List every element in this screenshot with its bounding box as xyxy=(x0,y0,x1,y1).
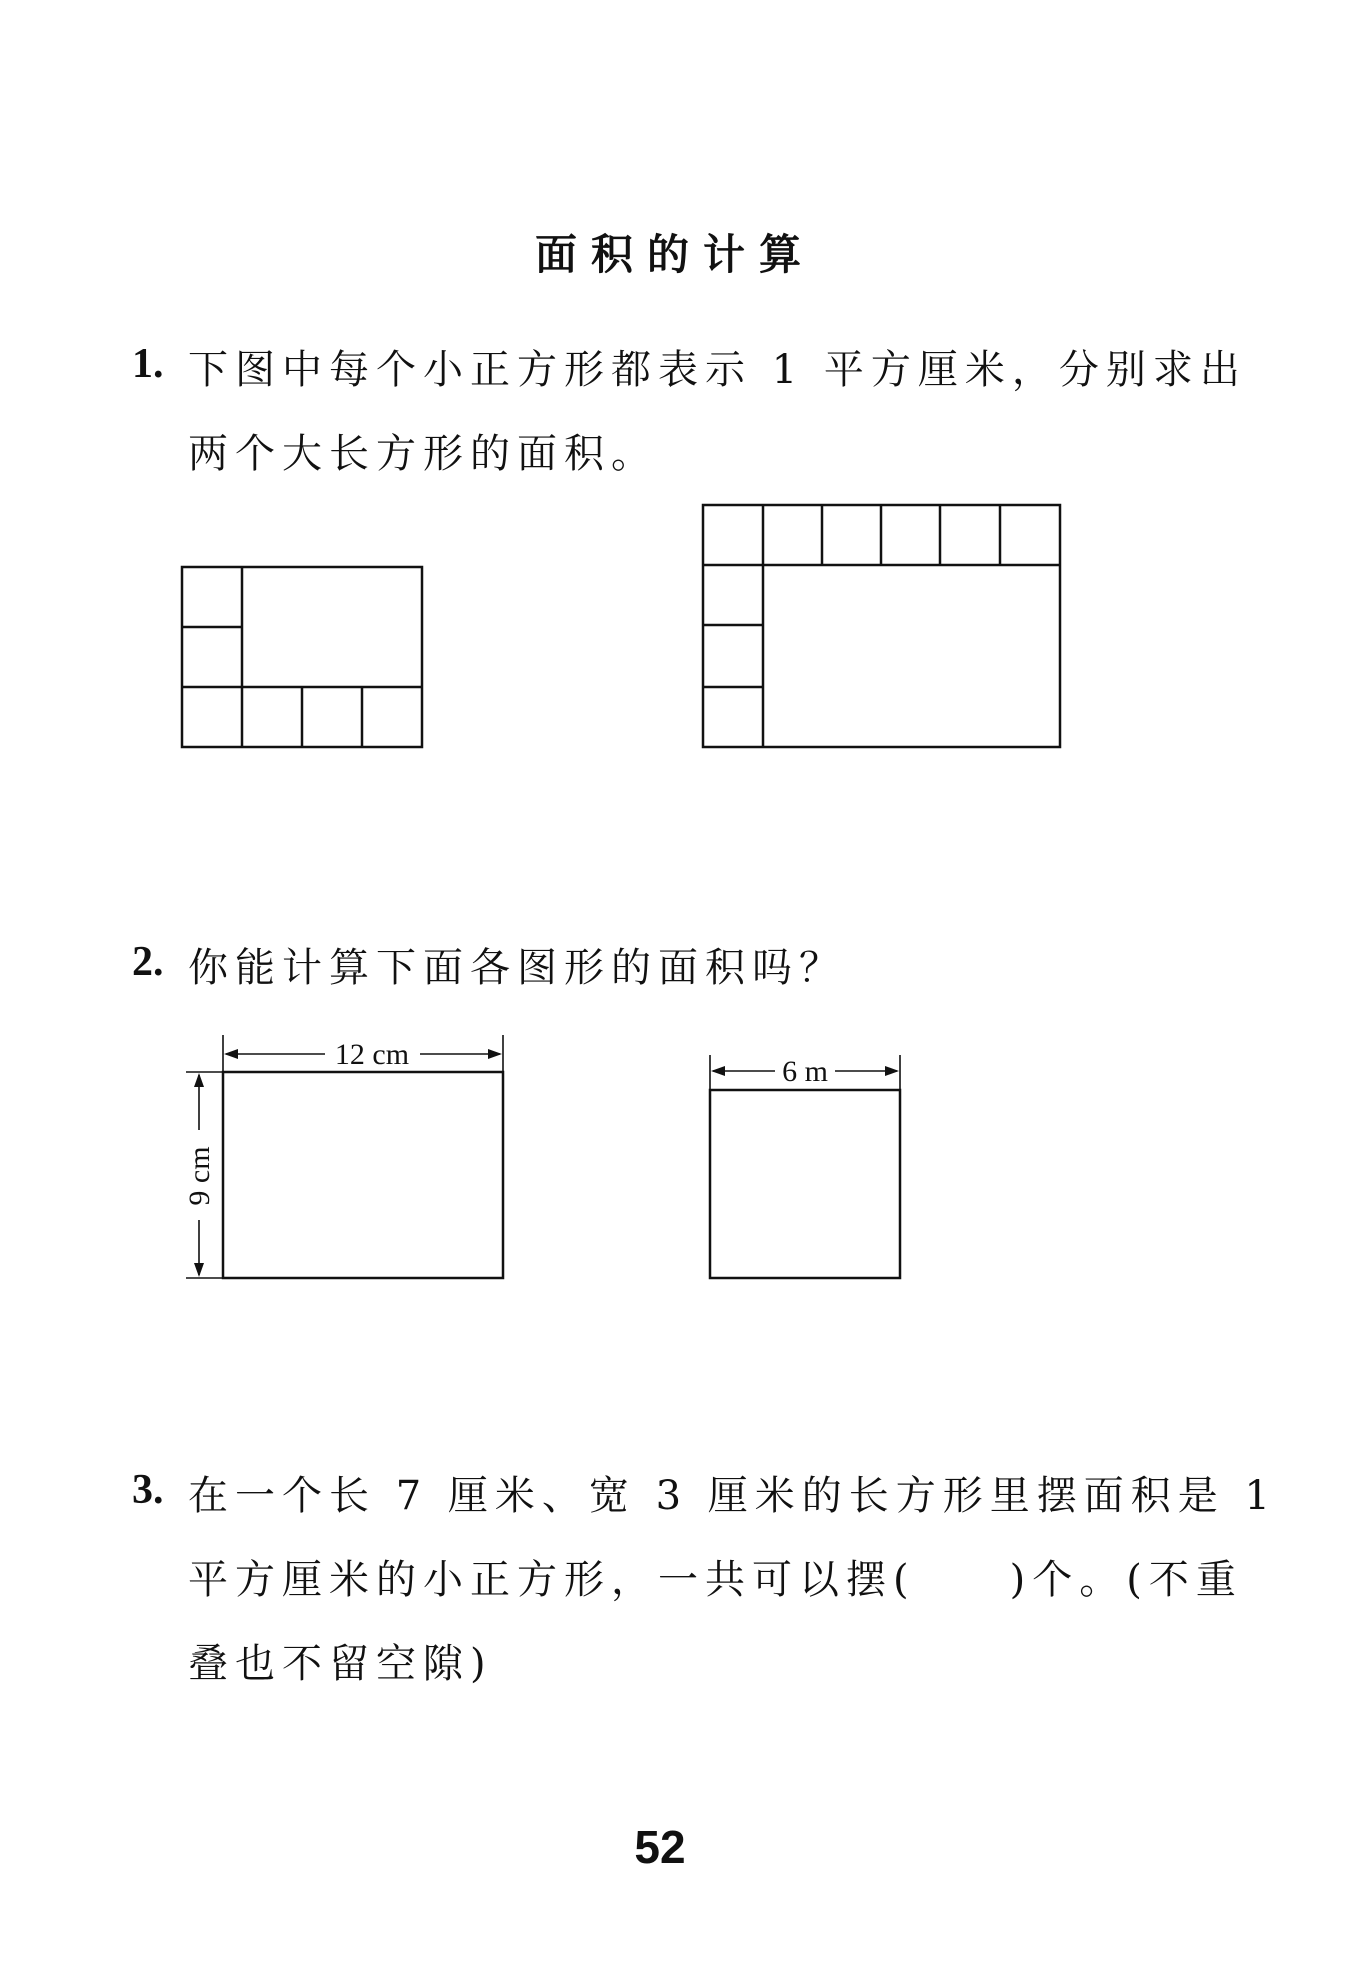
question-3-number: 3. xyxy=(132,1467,164,1513)
question-3-text-line-2: 平方厘米的小正方形，一共可以摆( )个。(不重 xyxy=(188,1557,1243,1603)
square-outline xyxy=(710,1090,900,1278)
rectangle-outline xyxy=(223,1072,503,1278)
question-1-text-line-2: 两个大长方形的面积。 xyxy=(188,431,658,477)
width-label: 12 cm xyxy=(334,1038,410,1071)
q1-rectangle-figure-2 xyxy=(700,500,1070,755)
question-1-text-line-1: 下图中每个小正方形都表示 1 平方厘米，分别求出 xyxy=(188,347,1247,393)
q2-square-6m xyxy=(705,1050,905,1285)
height-label: 9 cm xyxy=(183,1146,216,1206)
width-label: 6 m xyxy=(782,1055,828,1088)
page-number: 52 xyxy=(634,1821,686,1873)
question-3-text-line-3: 叠也不留空隙) xyxy=(188,1641,493,1687)
q2-rectangle-12x9 xyxy=(180,1030,510,1290)
question-2-number: 2. xyxy=(132,939,164,985)
question-2-text: 你能计算下面各图形的面积吗？ xyxy=(188,945,846,991)
question-1-number: 1. xyxy=(132,341,164,387)
question-3-text-line-1: 在一个长 7 厘米、宽 3 厘米的长方形里摆面积是 1 xyxy=(188,1473,1277,1519)
page-title: 面积的计算 xyxy=(534,230,815,279)
q1-rectangle-figure-1 xyxy=(180,562,430,752)
